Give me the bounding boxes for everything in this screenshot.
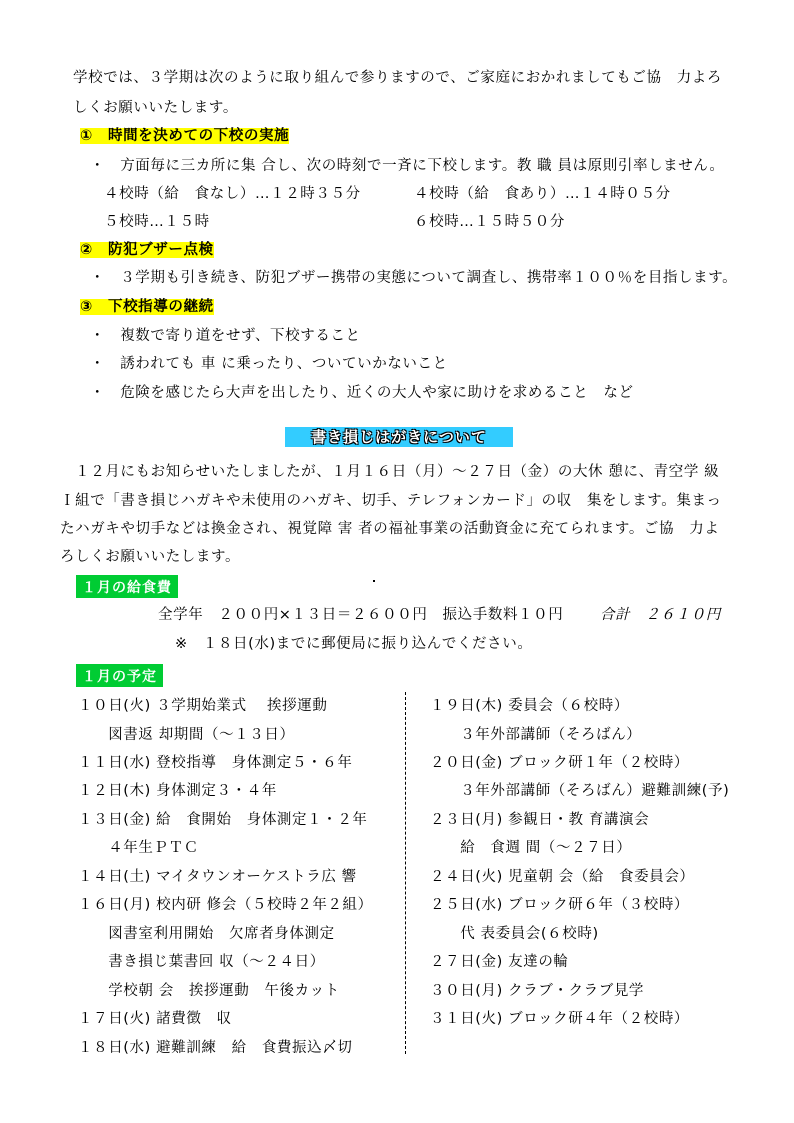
schedule-item: １４日(土) マイタウンオーケストラ広 響 bbox=[78, 869, 357, 885]
schedule-item: ３年外部講師（そろばん） bbox=[430, 727, 642, 743]
schedule-item: 代 表委員会(６校時) bbox=[430, 926, 599, 942]
lunch-fee-tag: １月の給食費 bbox=[76, 575, 178, 598]
section3-title: ③ 下校指導の継続 bbox=[80, 299, 214, 315]
time-item: ４校時（給 食なし）…１２時３５分 bbox=[104, 186, 361, 202]
schedule-item: 図書返 却期間（～１３日） bbox=[78, 727, 295, 743]
schedule-item: １１日(水) 登校指導 身体測定５・６年 bbox=[78, 755, 353, 771]
section2-bullet: ・ ３学期も引き続き、防犯ブザー携帯の実態について調査し、携帯率１００％を目指します。 bbox=[90, 270, 738, 286]
section1-title: ① 時間を決めての下校の実施 bbox=[80, 128, 290, 144]
schedule-item: １３日(金) 給 食開始 身体測定１・２年 bbox=[78, 812, 368, 828]
schedule-item: １０日(火) ３学期始業式 挨拶運動 bbox=[78, 698, 328, 714]
column-divider bbox=[405, 692, 406, 1054]
postcard-para-line: １２月にもお知らせいたしましたが、１月１６日（月）～２７日（金）の大休 憩に、青空学 級 bbox=[60, 464, 720, 480]
intro-line-2: しくお願いいたします。 bbox=[73, 100, 238, 116]
schedule-item: １９日(木) 委員会（６校時） bbox=[430, 698, 629, 714]
intro-line-1: 学校では、３学期は次のように取り組んで参りますので、ご家庭におかれましてもご協 力よろ bbox=[73, 70, 723, 86]
lunch-fee-note: ※ １８日(水)までに郵便局に振り込んでください。 bbox=[175, 636, 533, 652]
lunch-fee-calc: 全学年 ２００円×１３日＝２６００円 振込手数料１０円 bbox=[158, 607, 564, 623]
schedule-item: １６日(月) 校内研 修会（５校時２年２組） bbox=[78, 897, 373, 913]
section1-heading bbox=[80, 124, 289, 145]
schedule-item: 学校朝 会 挨拶運動 午後カット bbox=[78, 983, 340, 999]
schedule-item: ３０日(月) クラブ・クラブ見学 bbox=[430, 983, 645, 999]
postcard-para-line: Ｉ組で「書き損じハガキや未使用のハガキ、切手、テレフォンカード」の収 集をします。集まっ bbox=[60, 493, 722, 509]
schedule-item: ２０日(金) ブロック研１年（２校時） bbox=[430, 755, 690, 771]
schedule-item: ３年外部講師（そろばん）避難訓練(予) bbox=[430, 783, 730, 799]
schedule-item: １７日(火) 諸費徴 収 bbox=[78, 1011, 232, 1027]
schedule-item: １８日(水) 避難訓練 給 食費振込〆切 bbox=[78, 1040, 353, 1056]
schedule-tag: １月の予定 bbox=[76, 664, 163, 687]
section3-bullet: ・ 危険を感じたら大声を出したり、近くの大人や家に助けを求めること など bbox=[90, 385, 634, 401]
schedule-item: ３１日(火) ブロック研４年（２校時） bbox=[430, 1011, 690, 1027]
time-item: ４校時（給 食あり）…１４時０５分 bbox=[414, 186, 671, 202]
schedule-item: ２４日(火) 児童朝 会（給 食委員会） bbox=[430, 869, 695, 885]
postcard-para-line: たハガキや切手などは換金され、視覚障 害 者の福祉事業の活動資金に充てられます。ご協 力よ bbox=[60, 521, 720, 537]
schedule-item: ２３日(月) 参観日・教 育講演会 bbox=[430, 812, 650, 828]
stray-dot bbox=[373, 580, 375, 582]
schedule-item: ２７日(金) 友達の輪 bbox=[430, 954, 569, 970]
schedule-item: １２日(木) 身体測定３・４年 bbox=[78, 783, 277, 799]
section3-bullet: ・ 誘われても 車 に乗ったり、ついていかないこと bbox=[90, 356, 448, 372]
lunch-fee-total: 合計 ２６１０円 bbox=[600, 607, 721, 623]
time-item: ５校時…１５時 bbox=[104, 214, 210, 230]
postcard-banner: 書き損じはがきについて bbox=[285, 427, 513, 447]
schedule-item: 図書室利用開始 欠席者身体測定 bbox=[78, 926, 335, 942]
schedule-item: 給 食週 間（～２７日） bbox=[430, 840, 632, 856]
section2-heading bbox=[80, 238, 214, 259]
postcard-para-line: ろしくお願いいたします。 bbox=[60, 549, 241, 565]
section3-bullet: ・ 複数で寄り道をせず、下校すること bbox=[90, 328, 361, 344]
time-item: ６校時…１５時５０分 bbox=[414, 214, 565, 230]
schedule-item: ４年生ＰＴＣ bbox=[78, 840, 199, 856]
schedule-item: ２５日(水) ブロック研６年（３校時） bbox=[430, 897, 690, 913]
schedule-item: 書き損じ葉書回 収（～２４日） bbox=[78, 954, 325, 970]
section3-heading bbox=[80, 295, 214, 316]
section2-title: ② 防犯ブザー点検 bbox=[80, 242, 214, 258]
section1-bullet: ・ 方面毎に三カ所に集 合し、次の時刻で一斉に下校します。教 職 員は原則引率しません。 bbox=[90, 158, 725, 174]
